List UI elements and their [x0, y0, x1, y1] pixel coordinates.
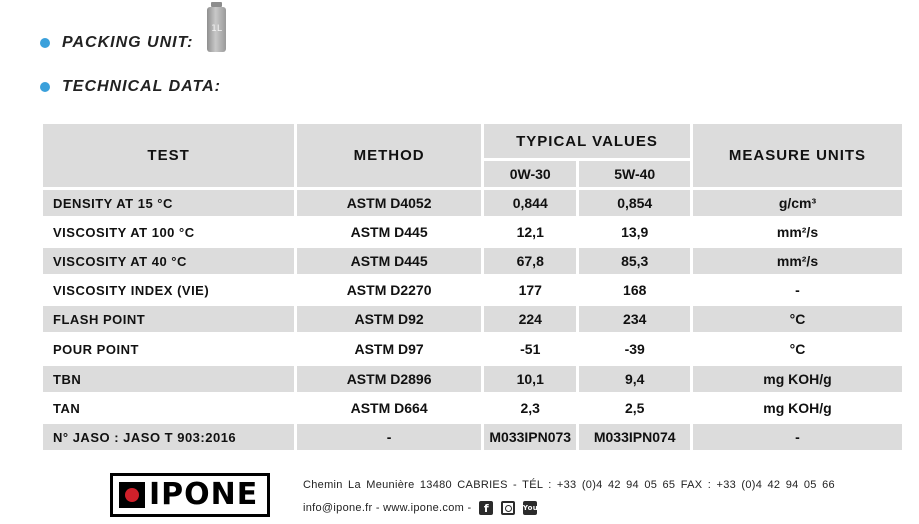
bullet-dot [40, 82, 50, 92]
test-name: VISCOSITY AT 40 °C [43, 248, 294, 274]
value-5w40: 234 [579, 306, 690, 332]
technical-data-label: TECHNICAL DATA: [62, 78, 221, 95]
table-row [43, 395, 902, 421]
header-grade-5w40: 5W-40 [579, 161, 690, 187]
measure-unit: mm²/s [693, 219, 902, 245]
value-5w40: M033IPN074 [579, 424, 690, 450]
footer-contact-text[interactable]: info@ipone.fr - www.ipone.com - [303, 502, 472, 514]
measure-unit: g/cm³ [693, 190, 902, 216]
header-measure-units: MEASURE UNITS [693, 124, 902, 187]
table-row [43, 219, 902, 245]
value-5w40: 85,3 [579, 248, 690, 274]
test-name: N° JASO : JASO T 903:2016 [43, 424, 294, 450]
table-row [43, 366, 902, 392]
technical-data-heading [40, 78, 221, 96]
packing-unit-label: PACKING UNIT: [62, 34, 194, 51]
technical-data-table [40, 121, 905, 453]
packing-unit-heading [40, 34, 194, 52]
test-method: ASTM D92 [297, 306, 481, 332]
table-row [43, 335, 902, 363]
value-0w30: 2,3 [484, 395, 576, 421]
measure-unit: mm²/s [693, 248, 902, 274]
value-0w30: -51 [484, 335, 576, 363]
ipone-logo [110, 473, 270, 517]
table-row [43, 277, 902, 303]
value-5w40: -39 [579, 335, 690, 363]
test-name: POUR POINT [43, 335, 294, 363]
test-method: ASTM D2270 [297, 277, 481, 303]
table-row [43, 248, 902, 274]
footer-address: Chemin La Meunière 13480 CABRIES - TÉL : +33 (0)4 42 94 05 65 FAX : +33 (0)4 42 94 05 66 [303, 479, 835, 491]
value-0w30: 224 [484, 306, 576, 332]
test-method: ASTM D445 [297, 219, 481, 245]
facebook-icon[interactable]: f [479, 501, 493, 515]
test-name: VISCOSITY INDEX (VIE) [43, 277, 294, 303]
value-0w30: 12,1 [484, 219, 576, 245]
test-method: ASTM D445 [297, 248, 481, 274]
test-method: ASTM D664 [297, 395, 481, 421]
measure-unit: °C [693, 306, 902, 332]
logo-mark-icon [119, 482, 145, 508]
value-0w30: 177 [484, 277, 576, 303]
header-method: METHOD [297, 124, 481, 187]
test-name: DENSITY AT 15 °C [43, 190, 294, 216]
test-method: ASTM D97 [297, 335, 481, 363]
footer-contact-row [303, 501, 537, 515]
value-5w40: 0,854 [579, 190, 690, 216]
youtube-icon[interactable]: You [523, 501, 537, 515]
value-0w30: 67,8 [484, 248, 576, 274]
bottle-size-label: 1L [211, 24, 222, 34]
table-row [43, 190, 902, 216]
value-0w30: 10,1 [484, 366, 576, 392]
measure-unit: mg KOH/g [693, 366, 902, 392]
measure-unit: °C [693, 335, 902, 363]
test-method: ASTM D2896 [297, 366, 481, 392]
value-5w40: 9,4 [579, 366, 690, 392]
bullet-dot [40, 38, 50, 48]
test-method: - [297, 424, 481, 450]
bottle-icon [207, 2, 226, 52]
test-name: TBN [43, 366, 294, 392]
value-0w30: M033IPN073 [484, 424, 576, 450]
header-typical-values: TYPICAL VALUES [484, 124, 690, 158]
test-name: VISCOSITY AT 100 °C [43, 219, 294, 245]
test-method: ASTM D4052 [297, 190, 481, 216]
logo-wordmark: IPONE [149, 477, 259, 512]
test-name: TAN [43, 395, 294, 421]
measure-unit: mg KOH/g [693, 395, 902, 421]
instagram-icon[interactable] [501, 501, 515, 515]
value-5w40: 168 [579, 277, 690, 303]
test-name: FLASH POINT [43, 306, 294, 332]
value-0w30: 0,844 [484, 190, 576, 216]
value-5w40: 2,5 [579, 395, 690, 421]
value-5w40: 13,9 [579, 219, 690, 245]
header-grade-0w30: 0W-30 [484, 161, 576, 187]
table-row [43, 306, 902, 332]
header-test: TEST [43, 124, 294, 187]
table-row [43, 424, 902, 450]
measure-unit: - [693, 277, 902, 303]
measure-unit: - [693, 424, 902, 450]
